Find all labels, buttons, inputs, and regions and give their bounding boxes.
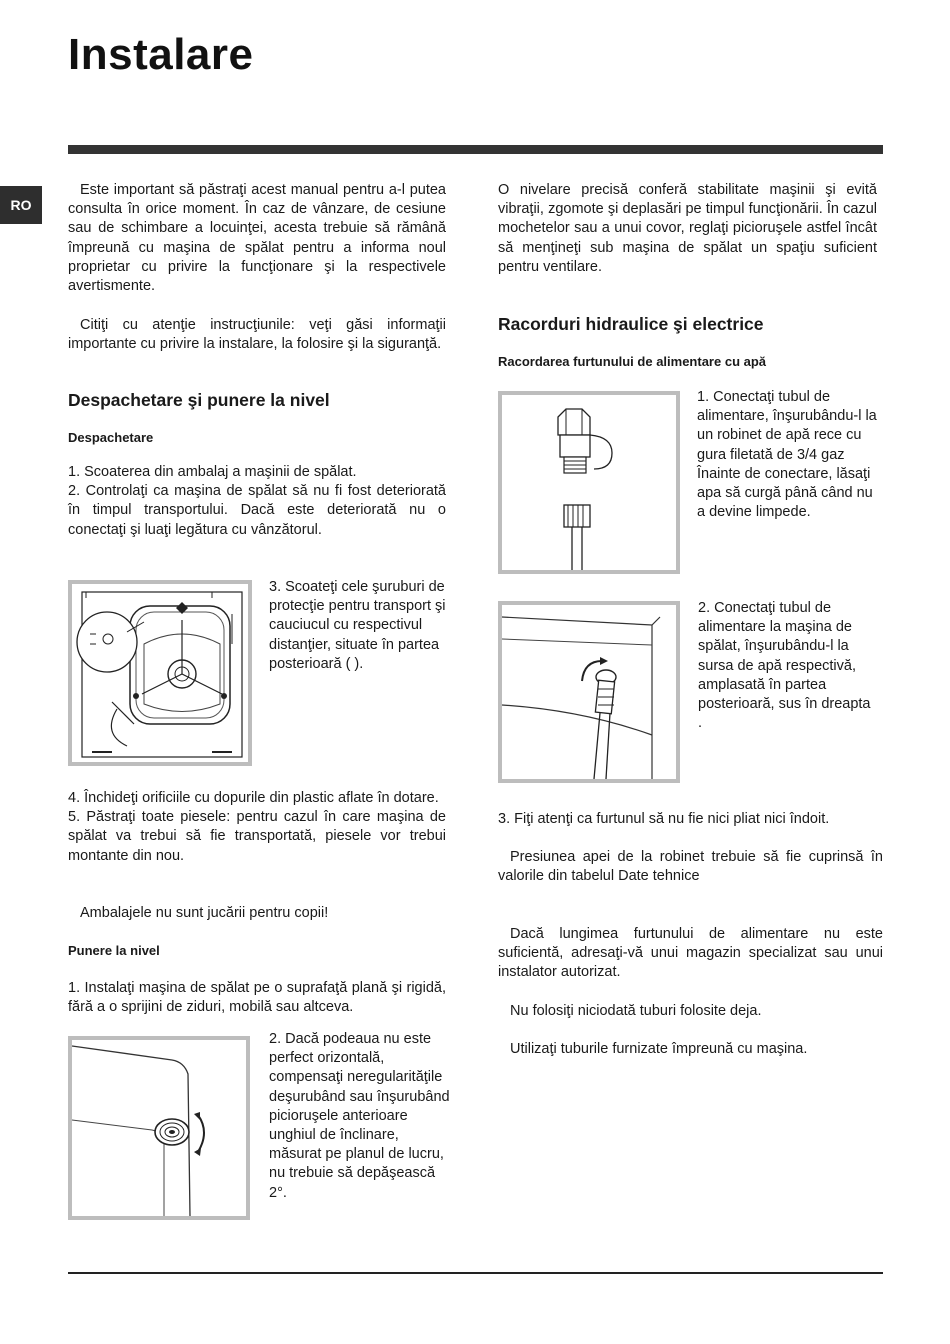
washing-machine-back-illustration bbox=[72, 584, 248, 762]
packaging-warning: Ambalajele nu sunt jucării pentru copii! bbox=[80, 905, 329, 921]
hose-step-1: 1. Conectaţi tubul de alimentare, înşurubându-l la un robinet de apă rece cu gura filetată de 3/4 gaz Înainte de conectare, lăsaţi apa să curgă până când nu a devine limpede. bbox=[697, 389, 877, 521]
water-tap-illustration bbox=[502, 395, 676, 570]
hose-length-note: Dacă lungimea furtunului de alimentare nu este suficientă, adresaţi-vă unui magazin specializat sau unui instalator autorizat. bbox=[498, 926, 883, 981]
header-rule bbox=[68, 145, 883, 154]
hose-subheading: Racordarea furtunului de alimentare cu apă bbox=[498, 354, 767, 369]
foot-figure bbox=[68, 1036, 250, 1220]
footer-rule bbox=[68, 1272, 883, 1274]
used-hoses-warning: Nu folosiţi niciodată tuburi folosite deja. bbox=[510, 1003, 762, 1019]
leveling-step-1: 1. Instalaţi maşina de spălat pe o suprafaţă plană şi rigidă, fără a o sprijini de ziduri, mobilă sau altceva. bbox=[68, 980, 446, 1016]
leveling-subheading: Punere la nivel bbox=[68, 943, 160, 958]
adjustable-foot-illustration bbox=[72, 1040, 246, 1216]
leveling-step-2: 2. Dacă podeaua nu este perfect orizontală, compensaţi neregularităţile deşurubând sau înşurubând picioruşele anterioare unghiul de înclinare, măsurat pe planul de lucru, nu trebuie să depăşească 2°. bbox=[269, 1031, 450, 1201]
intro-paragraph-2: Citiţi cu atenţie instrucţiunile: veţi găsi informaţii importante cu privire la instalare, la folosire şi la siguranţă. bbox=[68, 317, 446, 353]
water-inlet-illustration bbox=[502, 605, 676, 779]
unpacking-steps-4-5: 4. Închideţi orificiile cu dopurile din plastic aflate în dotare. 5. Păstraţi toate piesele: pentru cazul în care maşina de spălat va trebui să fie transportată, piesele vor trebui montante din nou. bbox=[68, 790, 446, 864]
back-panel-figure bbox=[68, 580, 252, 766]
pressure-note: Presiunea apei de la robinet trebuie să fie cuprinsă în valorile din tabelul Date tehnice bbox=[498, 849, 883, 885]
unpacking-subheading: Despachetare bbox=[68, 430, 154, 445]
leveling-note: O nivelare precisă conferă stabilitate maşinii şi evită vibraţii, zgomote şi deplasări pe timpul funcţionării. În cazul mochetelor sau a unui covor, reglaţi picioruşele astfel încât să menţineţi sub maşina de spălat un spaţiu suficient pentru ventilare. bbox=[498, 182, 877, 275]
intro-paragraph-1: Este important să păstraţi acest manual pentru a-l putea consulta în orice moment. În caz de vânzare, de cesiune sau de schimbare a locuinţei, acesta trebuie să rămână împreună cu maşina de spălat pentru a informa noul proprietar cu privire la funcţionare şi la respectivele avertismente. bbox=[68, 182, 446, 295]
tap-figure bbox=[498, 391, 680, 574]
language-tab: RO bbox=[0, 186, 42, 224]
page-title: Instalare bbox=[68, 30, 254, 79]
section-heading-connections: Racorduri hidraulice şi electrice bbox=[498, 314, 764, 334]
hose-step-3: 3. Fiţi atenţi ca furtunul să nu fie nici pliat nici îndoit. bbox=[498, 811, 830, 827]
section-heading-unpacking-leveling: Despachetare şi punere la nivel bbox=[68, 390, 330, 410]
unpacking-steps-1-2: 1. Scoaterea din ambalaj a maşinii de spălat. 2. Controlaţi ca maşina de spălat să nu fi fost deteriorată în timpul transportului. Dacă este deteriorată nu o conectaţi şi luaţi legătura cu vânzătorul. bbox=[68, 464, 446, 538]
inlet-figure bbox=[498, 601, 680, 783]
supplied-hoses-note: Utilizaţi tuburile furnizate împreună cu maşina. bbox=[510, 1041, 808, 1057]
unpacking-step-3: 3. Scoateţi cele şuruburi de protecţie pentru transport şi cauciucul cu respectivul distanţier, situate în partea posterioară ( ). bbox=[269, 579, 446, 672]
hose-step-2: 2. Conectaţi tubul de alimentare la maşina de spălat, înşurubându-l la sursa de apă respectivă, amplasată în partea posterioară, sus în dreapta . bbox=[698, 600, 871, 732]
